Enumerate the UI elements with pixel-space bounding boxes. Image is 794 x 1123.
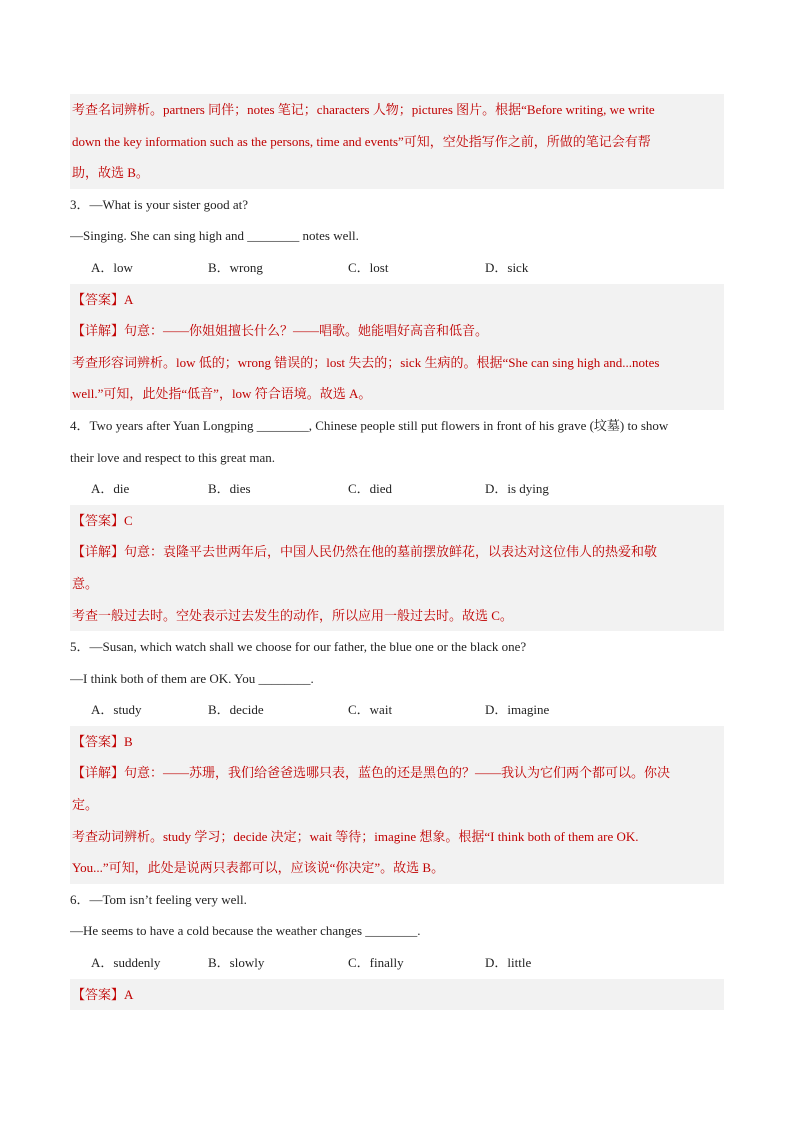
- option-d: D．is dying: [485, 481, 549, 497]
- option-a: A．study: [91, 702, 142, 718]
- answer-line: 【答案】A: [70, 284, 724, 316]
- question-4: [70, 410, 724, 631]
- option-b: B．dies: [208, 481, 251, 497]
- option-b: B．decide: [208, 702, 264, 718]
- detail-line: You...”可知，此处是说两只表都可以，应该说“你决定”。故选 B。: [70, 852, 724, 884]
- question-stem: 4．Two years after Yuan Longping ________, Chinese people still put flowers in front of his grave (坟墓) to show: [70, 417, 669, 433]
- option-b: B．wrong: [208, 259, 263, 275]
- option-a: A．low: [91, 259, 133, 275]
- option-d: D．little: [485, 955, 532, 971]
- detail-line: 【详解】句意：袁隆平去世两年后，中国人民仍然在他的墓前摆放鲜花，以表达对这位伟人的热爱和敬: [70, 536, 724, 568]
- option-d: D．imagine: [485, 702, 550, 718]
- answer-line: 【答案】A: [70, 979, 724, 1011]
- option-c: C．finally: [348, 955, 404, 971]
- question-stem: 3．—What is your sister good at?: [70, 196, 248, 212]
- detail-line: 【详解】句意：——苏珊，我们给爸爸选哪只表，蓝色的还是黑色的？——我认为它们两个都可以。你决: [70, 757, 724, 789]
- question-3: [70, 189, 724, 410]
- question-6: [70, 884, 724, 1010]
- detail-line: 考查一般过去时。空处表示过去发生的动作，所以应用一般过去时。故选 C。: [70, 600, 724, 632]
- question-stem: —He seems to have a cold because the weather changes ________.: [70, 923, 421, 939]
- detail-line: 考查形容词辨析。low 低的；wrong 错误的；lost 失去的；sick 生病的。根据“She can sing high and...notes: [70, 347, 724, 379]
- option-a: A．die: [91, 481, 130, 497]
- option-c: C．wait: [348, 702, 393, 718]
- question-stem: 5．—Susan, which watch shall we choose for our father, the blue one or the black one?: [70, 639, 527, 655]
- option-d: D．sick: [485, 259, 529, 275]
- document-body: [70, 94, 724, 1010]
- question-stem: —I think both of them are OK. You ________.: [70, 670, 314, 686]
- answer-line: 【答案】C: [70, 505, 724, 537]
- option-a: A．suddenly: [91, 955, 161, 971]
- option-b: B．slowly: [208, 955, 265, 971]
- answer-explanation-line: 助，故选 B。: [70, 157, 724, 189]
- options-row: [70, 694, 724, 726]
- answer-box-previous: [70, 94, 724, 189]
- answer-line: 【答案】B: [70, 726, 724, 758]
- detail-line: 考查动词辨析。study 学习；decide 决定；wait 等待；imagine 想象。根据“I think both of them are OK.: [70, 821, 724, 853]
- option-c: C．died: [348, 481, 393, 497]
- options-row: [70, 252, 724, 284]
- detail-line: 【详解】句意：——你姐姐擅长什么？——唱歌。她能唱好高音和低音。: [70, 315, 724, 347]
- answer-explanation-line: 考查名词辨析。partners 同伴；notes 笔记；characters 人物；pictures 图片。根据“Before writing, we write: [70, 94, 724, 126]
- detail-line: 定。: [70, 789, 724, 821]
- question-stem: 6．—Tom isn’t feeling very well.: [70, 891, 247, 907]
- answer-explanation-line: down the key information such as the persons, time and events”可知，空处指写作之前，所做的笔记会有帮: [70, 126, 724, 158]
- question-stem: —Singing. She can sing high and ________ notes well.: [70, 228, 359, 244]
- question-stem: their love and respect to this great man.: [70, 449, 276, 465]
- option-c: C．lost: [348, 259, 389, 275]
- detail-line: 意。: [70, 568, 724, 600]
- options-row: [70, 473, 724, 505]
- question-5: [70, 631, 724, 884]
- detail-line: well.”可知，此处指“低音”，low 符合语境。故选 A。: [70, 378, 724, 410]
- options-row: [70, 947, 724, 979]
